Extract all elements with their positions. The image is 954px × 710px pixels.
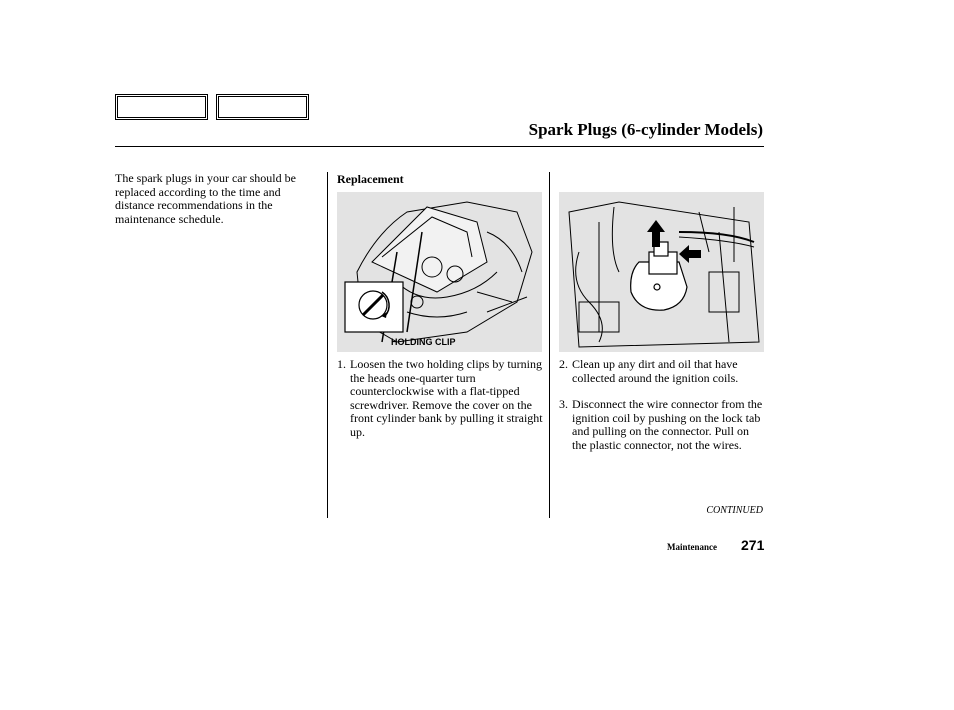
holding-clip-caption: HOLDING CLIP: [391, 337, 456, 347]
intro-paragraph: The spark plugs in your car should be replaced according to the time and distance recommendations in the maintenance schedule.: [115, 171, 296, 226]
step-number: 2.: [559, 357, 568, 371]
footer-section-name: Maintenance: [667, 542, 717, 552]
step-3: [559, 398, 766, 452]
page-title: Spark Plugs (6-cylinder Models): [528, 120, 763, 139]
step-text: Disconnect the wire connector from the ignition coil by pushing on the lock tab and pulling on the connector. Pull on the plastic connector, not the wires.: [572, 397, 763, 452]
column-divider-1: [327, 172, 328, 518]
engine-cover-illustration: [337, 192, 542, 352]
replacement-heading: Replacement: [337, 172, 404, 186]
step-2: [559, 358, 766, 385]
step-1: [337, 358, 544, 439]
page-number: 271: [741, 537, 765, 553]
step-text: Loosen the two holding clips by turning the heads one-quarter turn counterclockwise with a flat-tipped screwdriver. Remove the cover on the front cylinder bank by pulling it straight up.: [350, 357, 543, 439]
step-text: Clean up any dirt and oil that have collected around the ignition coils.: [572, 357, 739, 385]
step-number: 1.: [337, 357, 346, 371]
step-number: 3.: [559, 397, 568, 411]
ignition-coil-illustration: [559, 192, 764, 352]
continued-label: CONTINUED: [706, 505, 763, 516]
nav-tab-box-2[interactable]: [216, 94, 309, 120]
engine-cover-drawing: [337, 192, 542, 352]
ignition-coil-drawing: [559, 192, 764, 352]
nav-tab-box-1[interactable]: [115, 94, 208, 120]
title-rule: [115, 146, 764, 147]
column-divider-2: [549, 172, 550, 518]
